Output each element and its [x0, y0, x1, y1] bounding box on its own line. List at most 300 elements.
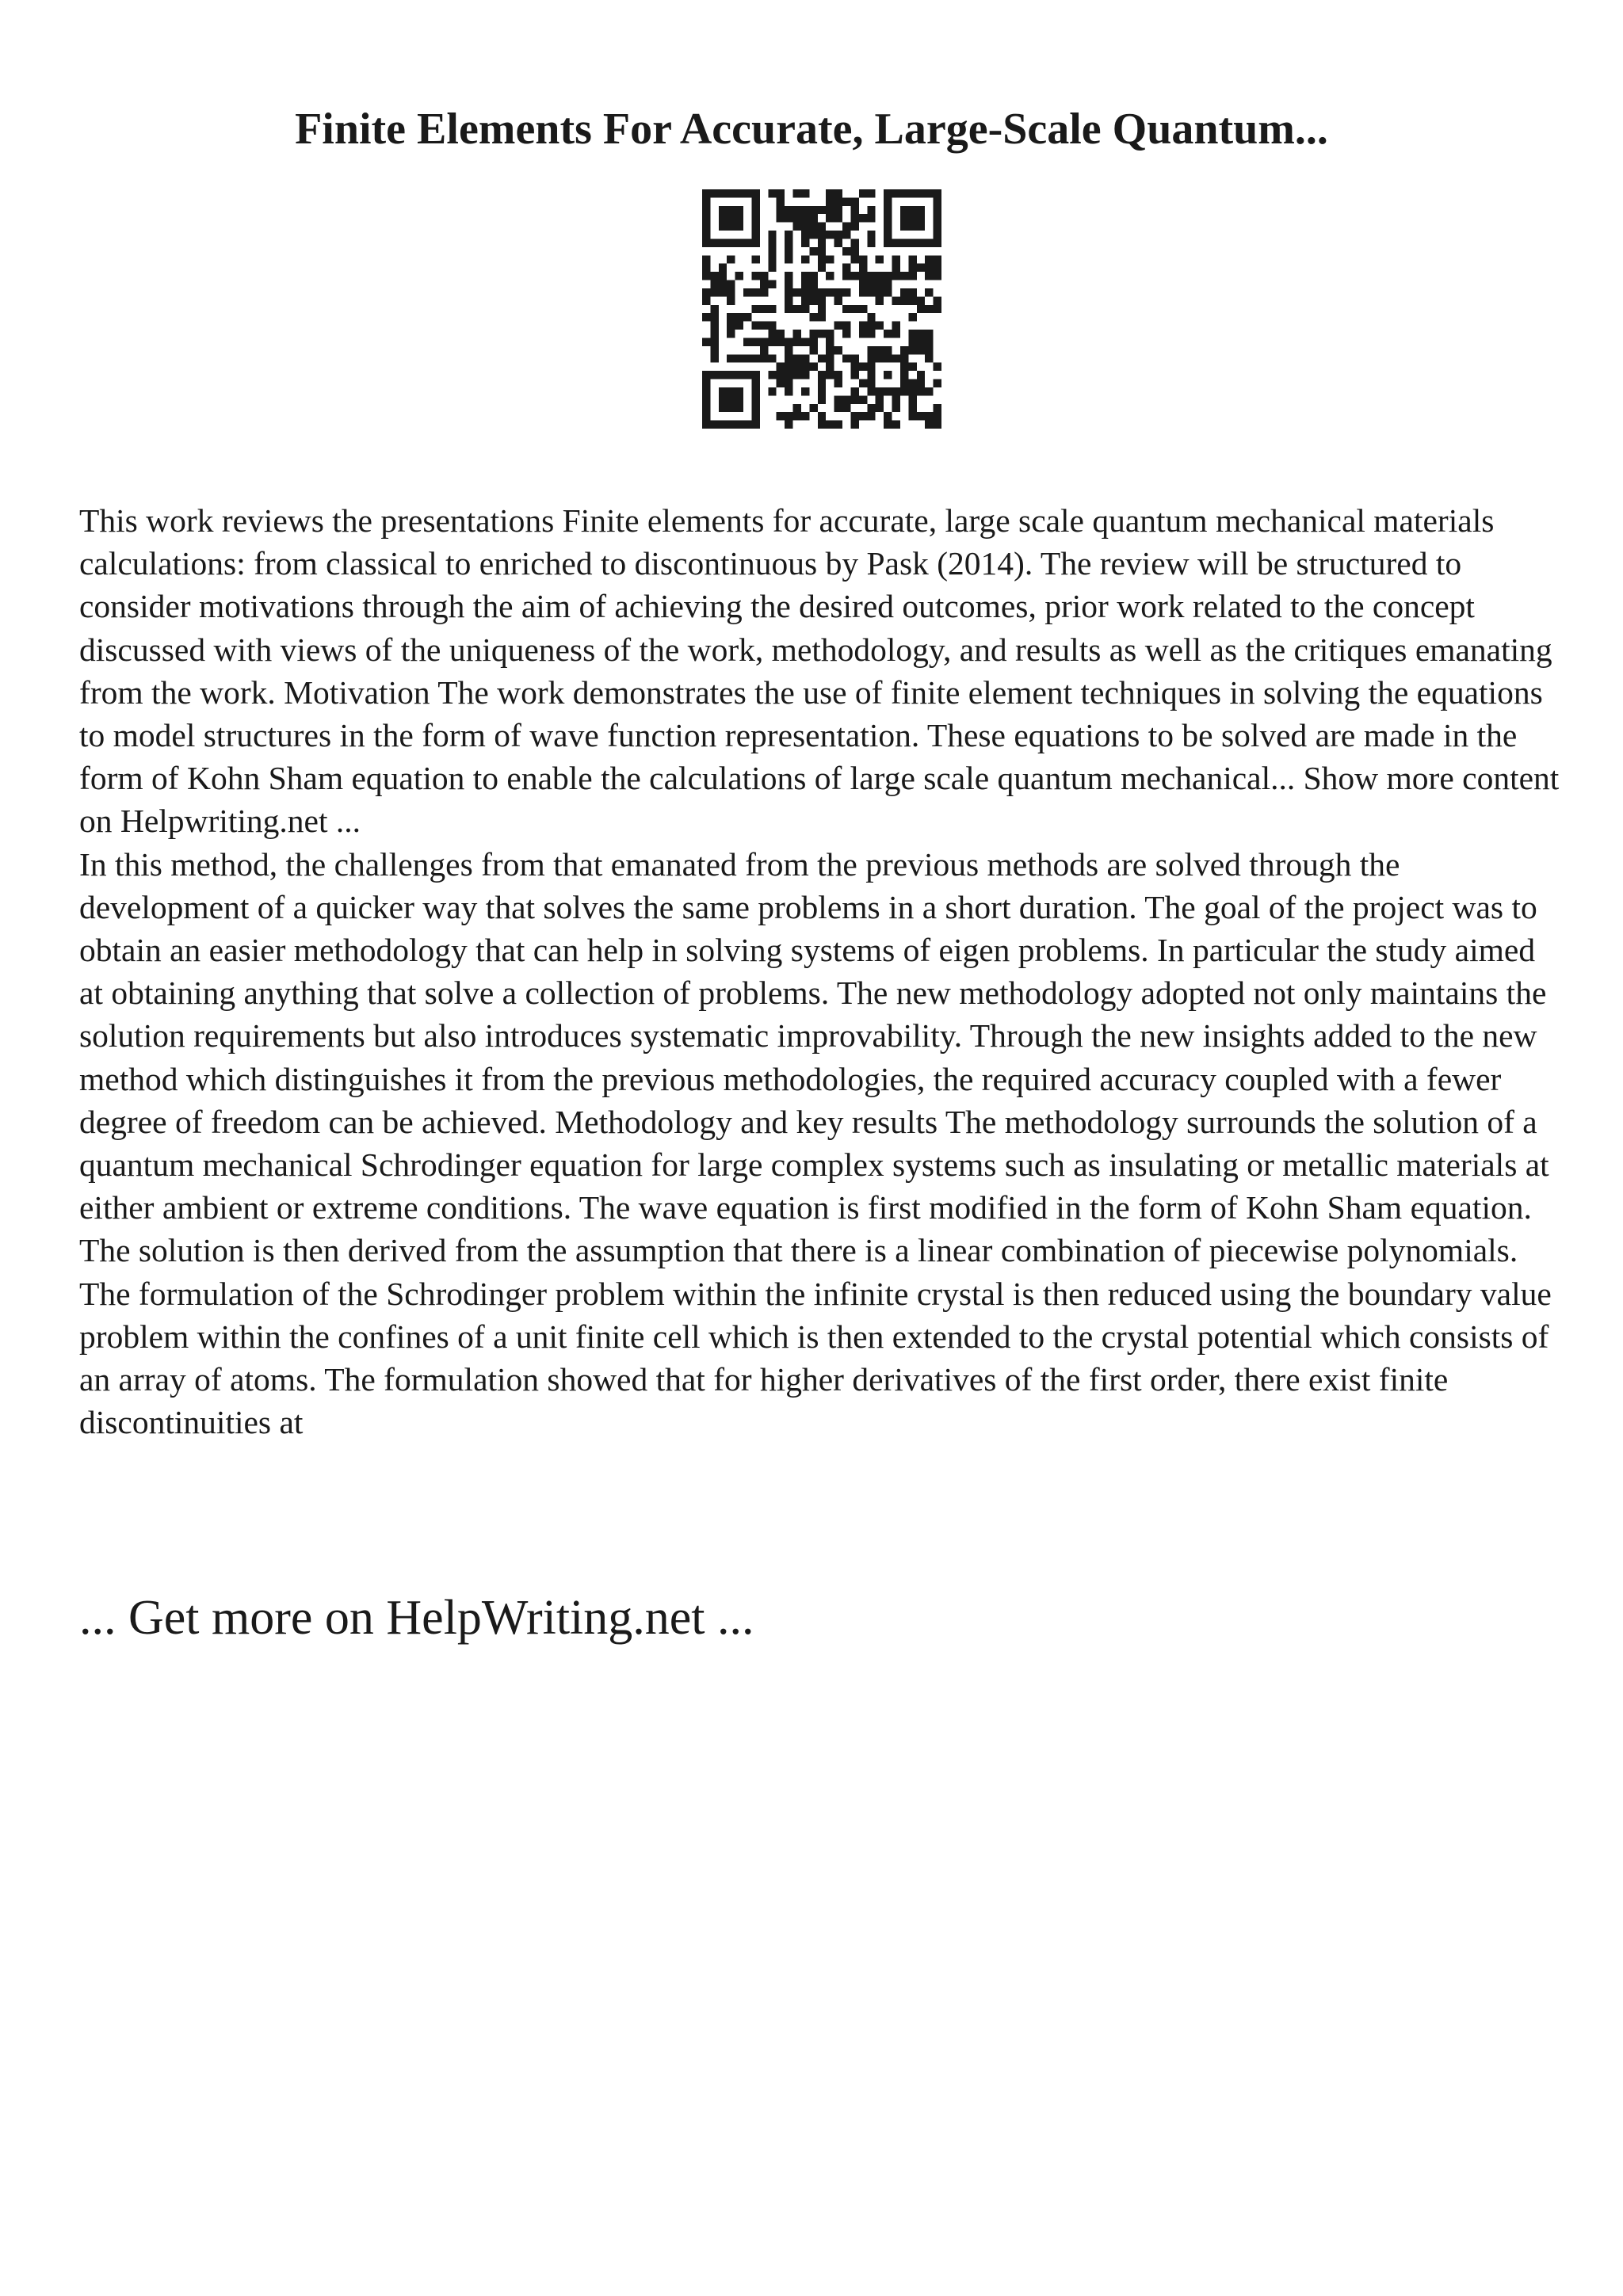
- paragraph: In this method, the challenges from that emanated from the previous methods are solved through the development of a quicker way that solves the same problems in a short duration. The goal of the project was to obtain an easier methodology that can help in solving systems of eigen problems. In particular the study aimed at obtaining anything that solve a collection of problems. The new methodology adopted not only maintains the solution requirements but also introduces systematic improvability. Through the new insights added to the new method which distinguishes it from the previous methodologies, the required accuracy coupled with a fewer degree of freedom can be achieved. Methodology and key results The methodology surrounds the solution of a quantum mechanical Schrodinger equation for large complex systems such as insulating or metallic materials at either ambient or extreme conditions. The wave equation is first modified in the form of Kohn Sham equation. The solution is then derived from the assumption that there is a linear combination of piecewise polynomials. The formulation of the Schrodinger problem within the infinite crystal is then reduced using the boundary value problem within the confines of a unit finite cell which is then extended to the crystal potential which consists of an array of atoms. The formulation showed that for higher derivatives of the first order, there exist finite discontinuities at: [79, 845, 1552, 1441]
- qr-module: [751, 206, 759, 214]
- qr-module: [727, 288, 735, 296]
- qr-module: [727, 421, 735, 429]
- qr-module: [900, 354, 908, 362]
- qr-module: [785, 247, 792, 255]
- qr-module: [719, 189, 727, 197]
- qr-module: [735, 395, 743, 403]
- qr-module: [859, 264, 867, 272]
- qr-module: [934, 272, 941, 280]
- qr-module: [900, 189, 908, 197]
- qr-module: [768, 305, 776, 313]
- qr-module: [826, 371, 834, 379]
- qr-module: [917, 264, 925, 272]
- qr-module: [859, 280, 867, 288]
- qr-module: [867, 288, 875, 296]
- qr-module: [842, 330, 850, 338]
- qr-module: [727, 238, 735, 246]
- qr-module: [834, 322, 842, 330]
- qr-module: [735, 313, 743, 321]
- qr-module: [842, 288, 850, 296]
- qr-module: [702, 395, 710, 403]
- qr-module: [876, 288, 884, 296]
- qr-module: [892, 395, 900, 403]
- qr-module: [785, 272, 792, 280]
- qr-module: [809, 296, 817, 304]
- qr-module: [908, 395, 916, 403]
- qr-module: [850, 206, 858, 214]
- qr-module: [710, 305, 718, 313]
- qr-module: [818, 264, 826, 272]
- qr-module: [917, 214, 925, 222]
- qr-module: [702, 231, 710, 238]
- qr-module: [818, 330, 826, 338]
- qr-module: [743, 313, 751, 321]
- qr-module: [826, 272, 834, 280]
- qr-module: [892, 296, 900, 304]
- qr-module: [908, 238, 916, 246]
- qr-module: [850, 387, 858, 395]
- qr-module: [892, 272, 900, 280]
- qr-module: [884, 421, 892, 429]
- qr-module: [884, 280, 892, 288]
- qr-module: [908, 313, 916, 321]
- qr-module: [719, 264, 727, 272]
- qr-module: [719, 214, 727, 222]
- qr-module: [842, 231, 850, 238]
- qr-module: [917, 371, 925, 379]
- qr-module: [735, 371, 743, 379]
- qr-module: [908, 296, 916, 304]
- qr-module: [917, 206, 925, 214]
- qr-module: [925, 387, 933, 395]
- qr-module: [842, 322, 850, 330]
- qr-module: [842, 272, 850, 280]
- qr-module: [850, 223, 858, 231]
- qr-module: [727, 280, 735, 288]
- qr-module: [876, 272, 884, 280]
- article-body: [79, 499, 1561, 1444]
- qr-module: [785, 354, 792, 362]
- qr-module: [884, 189, 892, 197]
- qr-module: [900, 238, 908, 246]
- qr-module: [743, 421, 751, 429]
- qr-module: [760, 288, 768, 296]
- qr-module: [785, 363, 792, 371]
- qr-module: [826, 255, 834, 263]
- qr-module: [760, 354, 768, 362]
- qr-module: [702, 379, 710, 387]
- qr-module: [727, 330, 735, 338]
- qr-module: [768, 189, 776, 197]
- qr-module: [801, 255, 809, 263]
- qr-module: [801, 338, 809, 345]
- qr-module: [727, 206, 735, 214]
- qr-module: [900, 346, 908, 354]
- qr-module: [719, 238, 727, 246]
- qr-module: [785, 231, 792, 238]
- qr-module: [859, 322, 867, 330]
- qr-module: [834, 395, 842, 403]
- qr-module: [785, 296, 792, 304]
- qr-module: [809, 231, 817, 238]
- qr-module: [876, 387, 884, 395]
- qr-module: [834, 296, 842, 304]
- qr-module: [834, 231, 842, 238]
- qr-module: [917, 412, 925, 420]
- qr-module: [826, 346, 834, 354]
- qr-module: [917, 387, 925, 395]
- qr-module: [727, 313, 735, 321]
- qr-module: [826, 231, 834, 238]
- qr-module: [727, 322, 735, 330]
- qr-module: [777, 412, 785, 420]
- qr-module: [809, 338, 817, 345]
- qr-module: [934, 223, 941, 231]
- qr-module: [867, 363, 875, 371]
- qr-module: [735, 322, 743, 330]
- qr-module: [801, 387, 809, 395]
- qr-module: [801, 412, 809, 420]
- qr-module: [727, 214, 735, 222]
- qr-module: [908, 412, 916, 420]
- qr-module: [702, 197, 710, 205]
- qr-module: [876, 404, 884, 412]
- qr-module: [785, 412, 792, 420]
- qr-module: [702, 255, 710, 263]
- qr-module: [834, 346, 842, 354]
- qr-module: [785, 421, 792, 429]
- qr-module: [850, 363, 858, 371]
- qr-module: [917, 330, 925, 338]
- qr-module: [925, 264, 933, 272]
- qr-module: [809, 272, 817, 280]
- qr-module: [793, 412, 801, 420]
- qr-module: [702, 238, 710, 246]
- qr-module: [809, 330, 817, 338]
- qr-module: [785, 305, 792, 313]
- qr-module: [768, 280, 776, 288]
- qr-module: [917, 296, 925, 304]
- qr-module: [892, 264, 900, 272]
- qr-module: [884, 197, 892, 205]
- qr-module: [809, 346, 817, 354]
- qr-module: [934, 379, 941, 387]
- qr-code-icon[interactable]: [702, 189, 941, 429]
- qr-module: [751, 288, 759, 296]
- qr-module: [826, 189, 834, 197]
- qr-module: [793, 330, 801, 338]
- qr-module: [793, 338, 801, 345]
- qr-module: [801, 206, 809, 214]
- qr-module: [710, 338, 718, 345]
- qr-module: [859, 214, 867, 222]
- qr-module: [925, 238, 933, 246]
- qr-module: [710, 280, 718, 288]
- qr-module: [842, 404, 850, 412]
- qr-module: [818, 223, 826, 231]
- qr-module: [834, 197, 842, 205]
- qr-module: [867, 272, 875, 280]
- qr-module: [934, 404, 941, 412]
- qr-module: [900, 206, 908, 214]
- qr-module: [925, 288, 933, 296]
- qr-module: [908, 338, 916, 345]
- qr-module: [777, 371, 785, 379]
- qr-module: [818, 371, 826, 379]
- qr-module: [751, 231, 759, 238]
- get-more-link[interactable]: ... Get more on HelpWriting.net ...: [79, 1591, 754, 1645]
- qr-module: [850, 214, 858, 222]
- qr-module: [859, 363, 867, 371]
- qr-module: [908, 223, 916, 231]
- qr-module: [842, 354, 850, 362]
- qr-module: [892, 330, 900, 338]
- qr-module: [719, 223, 727, 231]
- qr-module: [917, 223, 925, 231]
- qr-module: [859, 272, 867, 280]
- qr-module: [934, 231, 941, 238]
- qr-module: [793, 189, 801, 197]
- qr-module: [867, 206, 875, 214]
- qr-module: [884, 238, 892, 246]
- qr-module: [826, 421, 834, 429]
- qr-module: [801, 272, 809, 280]
- qr-module: [859, 395, 867, 403]
- qr-module: [727, 296, 735, 304]
- qr-module: [768, 338, 776, 345]
- qr-module: [818, 231, 826, 238]
- qr-module: [859, 330, 867, 338]
- qr-module: [900, 363, 908, 371]
- qr-module: [710, 330, 718, 338]
- qr-module: [917, 238, 925, 246]
- qr-module: [801, 223, 809, 231]
- qr-module: [735, 238, 743, 246]
- qr-module: [900, 272, 908, 280]
- qr-module: [751, 238, 759, 246]
- qr-module: [727, 371, 735, 379]
- qr-module: [834, 238, 842, 246]
- qr-module: [908, 206, 916, 214]
- qr-module: [908, 346, 916, 354]
- qr-module: [710, 346, 718, 354]
- qr-module: [842, 264, 850, 272]
- qr-module: [735, 387, 743, 395]
- qr-module: [777, 338, 785, 345]
- qr-module: [884, 354, 892, 362]
- qr-module: [735, 206, 743, 214]
- qr-module: [768, 354, 776, 362]
- qr-module: [719, 404, 727, 412]
- qr-module: [818, 395, 826, 403]
- qr-module: [867, 404, 875, 412]
- qr-module: [793, 371, 801, 379]
- qr-module: [727, 189, 735, 197]
- qr-module: [768, 371, 776, 379]
- qr-module: [801, 189, 809, 197]
- qr-module: [785, 280, 792, 288]
- qr-module: [826, 338, 834, 345]
- qr-module: [702, 189, 710, 197]
- qr-module: [876, 255, 884, 263]
- qr-module: [859, 288, 867, 296]
- qr-module: [867, 231, 875, 238]
- qr-module: [735, 421, 743, 429]
- qr-module: [751, 197, 759, 205]
- qr-module: [884, 288, 892, 296]
- qr-module: [743, 238, 751, 246]
- qr-module: [785, 338, 792, 345]
- qr-module: [934, 255, 941, 263]
- qr-module: [900, 296, 908, 304]
- qr-module: [884, 330, 892, 338]
- qr-module: [801, 371, 809, 379]
- qr-module: [735, 189, 743, 197]
- qr-module: [702, 206, 710, 214]
- qr-module: [884, 371, 892, 379]
- qr-module: [777, 197, 785, 205]
- qr-module: [842, 305, 850, 313]
- qr-module: [760, 305, 768, 313]
- qr-module: [801, 238, 809, 246]
- qr-module: [925, 354, 933, 362]
- qr-module: [710, 371, 718, 379]
- qr-module: [867, 189, 875, 197]
- qr-module: [850, 354, 858, 362]
- qr-module: [826, 197, 834, 205]
- qr-module: [768, 387, 776, 395]
- qr-module: [785, 387, 792, 395]
- qr-module: [785, 371, 792, 379]
- qr-module: [850, 197, 858, 205]
- qr-module: [818, 354, 826, 362]
- qr-module: [934, 214, 941, 222]
- qr-module: [934, 296, 941, 304]
- qr-module: [818, 296, 826, 304]
- qr-module: [867, 214, 875, 222]
- qr-module: [751, 189, 759, 197]
- qr-module: [908, 330, 916, 338]
- qr-module: [702, 412, 710, 420]
- qr-module: [892, 404, 900, 412]
- qr-module: [768, 322, 776, 330]
- qr-module: [760, 272, 768, 280]
- qr-module: [702, 264, 710, 272]
- qr-module: [826, 363, 834, 371]
- qr-module: [818, 412, 826, 420]
- qr-module: [809, 214, 817, 222]
- qr-module: [908, 264, 916, 272]
- qr-module: [719, 280, 727, 288]
- qr-module: [908, 404, 916, 412]
- qr-module: [719, 421, 727, 429]
- qr-module: [892, 387, 900, 395]
- qr-module: [751, 338, 759, 345]
- qr-module: [751, 322, 759, 330]
- qr-module: [760, 338, 768, 345]
- qr-module: [834, 189, 842, 197]
- qr-module: [702, 223, 710, 231]
- qr-module: [735, 223, 743, 231]
- qr-module: [702, 338, 710, 345]
- qr-module: [702, 214, 710, 222]
- qr-module: [809, 206, 817, 214]
- qr-module: [884, 387, 892, 395]
- qr-module: [859, 189, 867, 197]
- qr-module: [925, 272, 933, 280]
- qr-module: [876, 280, 884, 288]
- qr-module: [859, 412, 867, 420]
- qr-module: [719, 395, 727, 403]
- qr-module: [801, 280, 809, 288]
- qr-module: [859, 255, 867, 263]
- qr-module: [751, 305, 759, 313]
- qr-module: [876, 354, 884, 362]
- qr-module: [908, 288, 916, 296]
- qr-module: [727, 255, 735, 263]
- qr-module: [892, 238, 900, 246]
- qr-module: [818, 206, 826, 214]
- qr-module: [785, 238, 792, 246]
- qr-module: [809, 288, 817, 296]
- qr-module: [710, 189, 718, 197]
- qr-module: [925, 330, 933, 338]
- qr-module: [850, 255, 858, 263]
- qr-module: [917, 338, 925, 345]
- qr-module: [801, 231, 809, 238]
- qr-module: [934, 412, 941, 420]
- qr-module: [826, 288, 834, 296]
- qr-module: [834, 421, 842, 429]
- qr-module: [710, 288, 718, 296]
- qr-module: [876, 322, 884, 330]
- qr-module: [884, 223, 892, 231]
- qr-module: [719, 288, 727, 296]
- qr-module: [934, 197, 941, 205]
- qr-module: [727, 387, 735, 395]
- qr-module: [777, 214, 785, 222]
- qr-module: [834, 288, 842, 296]
- qr-module: [793, 288, 801, 296]
- qr-module: [751, 395, 759, 403]
- qr-module: [908, 272, 916, 280]
- qr-module: [867, 280, 875, 288]
- paragraph: This work reviews the presentations Finite elements for accurate, large scale quantum mechanical materials calculations: from classical to enriched to discontinuous by Pask (2014). The review will be structured to consider motivations through the aim of achieving the desired outcomes, prior work related to the concept discussed with views of the uniqueness of the work, methodology, and results as well as the critiques emanating from the work. Motivation The work demonstrates the use of finite element techniques in solving the equations to model structures in the form of wave function representation. These equations to be solved are made in the form of Kohn Sham equation to enable the calculations of large scale quantum mechanical... Show more content on Helpwriting.net ...: [79, 502, 1560, 840]
- qr-module: [777, 330, 785, 338]
- qr-module: [702, 313, 710, 321]
- qr-module: [908, 255, 916, 263]
- qr-module: [793, 404, 801, 412]
- qr-module: [884, 272, 892, 280]
- qr-module: [900, 288, 908, 296]
- qr-module: [710, 421, 718, 429]
- qr-module: [934, 189, 941, 197]
- qr-module: [702, 288, 710, 296]
- qr-module: [785, 346, 792, 354]
- qr-module: [751, 214, 759, 222]
- qr-module: [834, 206, 842, 214]
- qr-module: [900, 371, 908, 379]
- qr-module: [751, 379, 759, 387]
- qr-module: [917, 346, 925, 354]
- qr-module: [702, 272, 710, 280]
- qr-module: [867, 313, 875, 321]
- qr-module: [702, 371, 710, 379]
- qr-module: [867, 346, 875, 354]
- qr-module: [892, 322, 900, 330]
- qr-module: [892, 354, 900, 362]
- qr-module: [702, 387, 710, 395]
